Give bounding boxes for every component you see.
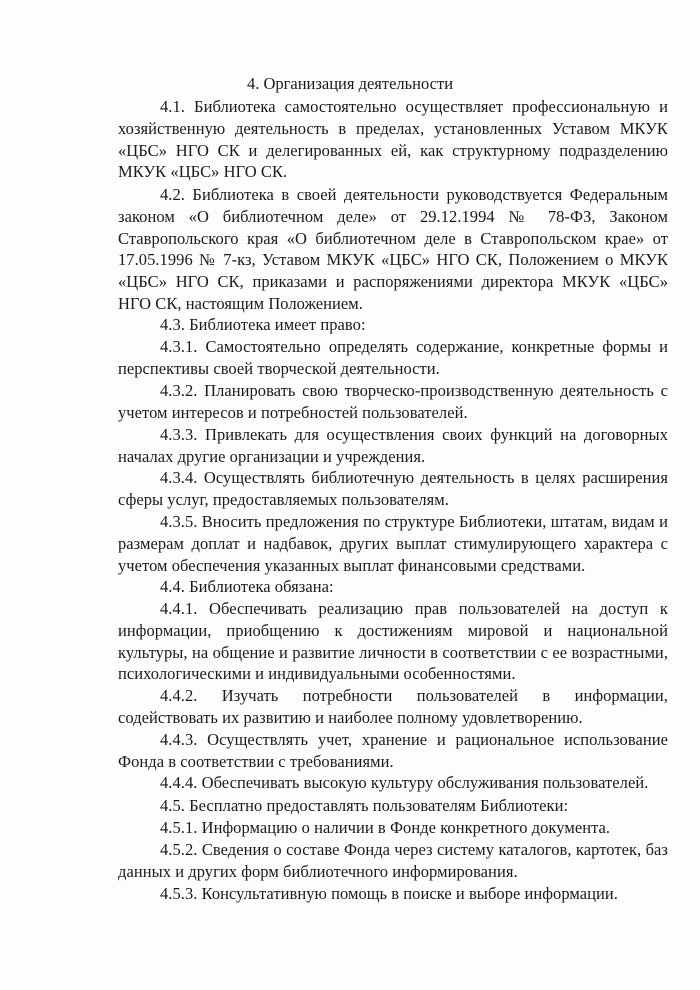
paragraph-4-3-4: 4.3.4. Осуществлять библиотечную деятельность в целях расширения сферы услуг, предоставляемых пользователям. [118,468,668,509]
paragraph-4-4-4: 4.4.4. Обеспечивать высокую культуру обслуживания пользователей. [160,773,649,792]
paragraph-4-5-1: 4.5.1. Информацию о наличии в Фонде конкретного документа. [160,818,611,837]
paragraph-4-5: 4.5. Бесплатно предоставлять пользователям Библиотеки: [160,796,569,815]
paragraph-4-3-3: 4.3.3. Привлекать для осуществления своих функций на договорных началах другие организации и учреждения. [118,425,668,466]
paragraph-4-4: 4.4. Библиотека обязана: [160,577,334,596]
paragraph-4-5-3: 4.5.3. Консультативную помощь в поиске и выборе информации. [160,884,618,903]
section-title: 4. Организация деятельности [246,74,454,93]
paragraph-4-2: 4.2. Библиотека в своей деятельности руководствуется Федеральным законом «О библиотечном деле» от 29.12.1994 № 78-ФЗ, Законом Ставропольского края «О библиотечном деле в Ставропольском крае» от 17.05.1996 № 7-кз, Уставом МКУК «ЦБС» НГО СК, Положением о МКУК «ЦБС» НГО СК, приказами и распоряжениями директора МКУК «ЦБС» НГО СК, настоящим Положением. [118,185,668,313]
paragraph-4-3-1: 4.3.1. Самостоятельно определять содержание, конкретные формы и перспективы своей творческой деятельности. [118,337,668,378]
paragraph-4-4-3: 4.4.3. Осуществлять учет, хранение и рациональное использование Фонда в соответствии с требованиями. [118,730,668,771]
paragraph-4-4-1: 4.4.1. Обеспечивать реализацию прав пользователей на доступ к информации, приобщению к достижениям мировой и национальной культуры, на общение и развитие личности в соответствии с ее возрастными, психологическими и индивидуальными особенностями. [118,599,668,684]
paragraph-4-3-2: 4.3.2. Планировать свою творческо-производственную деятельность с учетом интересов и потребностей пользователей. [118,381,668,422]
paragraph-4-1: 4.1. Библиотека самостоятельно осуществляет профессиональную и хозяйственную деятельность в пределах, установленных Уставом МКУК «ЦБС» НГО СК и делегированных ей, как структурному подразделению МКУК «ЦБС» НГО СК. [118,97,668,182]
paragraph-4-3-5: 4.3.5. Вносить предложения по структуре Библиотеки, штатам, видам и размерам доплат и надбавок, других выплат стимулирующего характера с учетом обеспечения указанных выплат финансовыми средствами. [118,512,668,575]
paragraph-4-3: 4.3. Библиотека имеет право: [160,315,366,334]
paragraph-4-4-2: 4.4.2. Изучать потребности пользователей в информации, содействовать их развитию и наиболее полному удовлетворению. [118,686,668,727]
paragraph-4-5-2: 4.5.2. Сведения о составе Фонда через систему каталогов, картотек, баз данных и других форм библиотечного информирования. [118,840,668,881]
